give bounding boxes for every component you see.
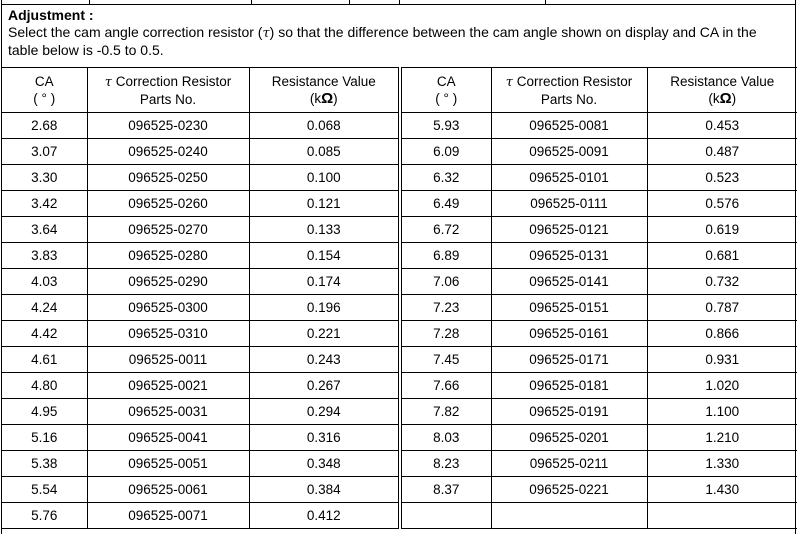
omega-symbol: Ω	[719, 90, 732, 107]
parts-no-cell: 096525-0280	[87, 243, 249, 269]
instruction-text-start: Select the cam angle correction resistor (	[8, 24, 263, 40]
resistance-cell: 0.267	[249, 373, 400, 399]
table-row	[2, 295, 797, 321]
resistance-cell: 0.348	[249, 451, 400, 477]
table-row	[2, 451, 797, 477]
document-page	[1, 0, 796, 534]
header-resistor-part	[87, 68, 249, 113]
table-row	[2, 503, 797, 529]
unit-close: )	[333, 91, 338, 106]
ca-cell: 5.54	[2, 477, 87, 503]
omega-symbol: Ω	[321, 90, 334, 107]
instruction-text-end: ) so that the difference between the cam angle shown on display and CA in the table below is -0.5 to 0.5.	[8, 24, 757, 58]
resistance-cell: 0.294	[249, 399, 400, 425]
adjustment-instructions	[8, 24, 789, 59]
resistance-cell: 0.453	[647, 113, 797, 139]
ca-cell: 8.03	[400, 425, 491, 451]
parts-no-cell: 096525-0121	[491, 217, 647, 243]
resistance-cell: 1.020	[647, 373, 797, 399]
ca-cell: 7.82	[400, 399, 491, 425]
parts-no-cell: 096525-0300	[87, 295, 249, 321]
resistance-cell: 0.523	[647, 165, 797, 191]
table-row	[2, 399, 797, 425]
resistance-cell: 0.681	[647, 243, 797, 269]
resistance-cell: 0.154	[249, 243, 400, 269]
parts-no-cell: 096525-0031	[87, 399, 249, 425]
resistance-cell: 0.732	[647, 269, 797, 295]
resistance-cell: 0.121	[249, 191, 400, 217]
header-resistance-unit	[250, 90, 399, 107]
parts-no-cell: 096525-0021	[87, 373, 249, 399]
header-resistor-line1	[492, 73, 647, 91]
ca-cell: 3.07	[2, 139, 87, 165]
resistance-cell: 0.931	[647, 347, 797, 373]
parts-no-cell: 096525-0051	[87, 451, 249, 477]
unit-close: )	[731, 91, 737, 106]
parts-no-cell: 096525-0151	[491, 295, 647, 321]
parts-no-cell: 096525-0091	[491, 139, 647, 165]
parts-no-cell: 096525-0011	[87, 347, 249, 373]
resistance-cell: 0.619	[647, 217, 797, 243]
header-resistance	[249, 68, 400, 113]
ca-cell	[400, 503, 491, 529]
resistance-cell: 0.412	[249, 503, 400, 529]
parts-no-cell: 096525-0161	[491, 321, 647, 347]
parts-no-cell: 096525-0310	[87, 321, 249, 347]
ca-cell: 6.72	[400, 217, 491, 243]
ca-cell: 7.06	[400, 269, 491, 295]
parts-no-cell: 096525-0250	[87, 165, 249, 191]
header-parts-no: Parts No.	[139, 91, 197, 107]
parts-no-cell: 096525-0260	[87, 191, 249, 217]
parts-no-cell: 096525-0201	[491, 425, 647, 451]
resistance-cell	[647, 503, 797, 529]
ca-cell: 7.28	[400, 321, 491, 347]
resistance-cell: 0.068	[249, 113, 400, 139]
parts-no-cell: 096525-0221	[491, 477, 647, 503]
parts-no-cell: 096525-0211	[491, 451, 647, 477]
table-row	[2, 373, 797, 399]
resistance-cell: 0.316	[249, 425, 400, 451]
ca-cell: 4.03	[2, 269, 87, 295]
table-body	[2, 113, 797, 529]
resistance-cell: 0.133	[249, 217, 400, 243]
ca-cell: 7.66	[400, 373, 491, 399]
adjustment-title: Adjustment :	[8, 7, 94, 23]
parts-no-cell: 096525-0270	[87, 217, 249, 243]
ca-cell: 3.83	[2, 243, 87, 269]
table-row	[2, 217, 797, 243]
ca-cell: 2.68	[2, 113, 87, 139]
table-row	[2, 113, 797, 139]
resistance-cell: 0.576	[647, 191, 797, 217]
ca-cell: 5.16	[2, 425, 87, 451]
ca-cell: 3.64	[2, 217, 87, 243]
header-ca	[400, 68, 491, 113]
resistance-cell: 1.210	[647, 425, 797, 451]
parts-no-cell: 096525-0240	[87, 139, 249, 165]
header-ca-label: CA	[436, 74, 456, 89]
tau-symbol: τ	[104, 74, 112, 90]
header-ca-label: CA	[34, 74, 54, 89]
resistance-cell: 0.196	[249, 295, 400, 321]
table-row	[2, 139, 797, 165]
parts-no-cell: 096525-0081	[491, 113, 647, 139]
resistance-cell: 0.384	[249, 477, 400, 503]
resistance-cell: 0.100	[249, 165, 400, 191]
table-row	[2, 347, 797, 373]
header-resistance-label: Resistance Value	[670, 74, 775, 89]
header-resistor-part	[491, 68, 647, 113]
header-resistor-label: Correction Resistor	[115, 73, 232, 89]
ca-cell: 5.38	[2, 451, 87, 477]
ca-cell: 3.30	[2, 165, 87, 191]
parts-no-cell: 096525-0101	[491, 165, 647, 191]
header-parts-no: Parts No.	[540, 91, 598, 107]
table-row	[2, 425, 797, 451]
resistance-cell: 0.866	[647, 321, 797, 347]
table-row	[2, 191, 797, 217]
resistance-cell: 0.787	[647, 295, 797, 321]
table-row	[2, 165, 797, 191]
tau-symbol: τ	[262, 26, 270, 41]
resistance-cell: 0.174	[249, 269, 400, 295]
header-resistor-label: Correction Resistor	[516, 73, 633, 89]
resistor-table	[2, 67, 797, 529]
table-row	[2, 243, 797, 269]
ca-cell: 4.24	[2, 295, 87, 321]
ca-cell: 7.23	[400, 295, 491, 321]
parts-no-cell: 096525-0191	[491, 399, 647, 425]
resistance-cell: 0.487	[647, 139, 797, 165]
ca-cell: 6.09	[400, 139, 491, 165]
ca-cell: 5.76	[2, 503, 87, 529]
ca-cell: 8.37	[400, 477, 491, 503]
parts-no-cell: 096525-0290	[87, 269, 249, 295]
parts-no-cell: 096525-0061	[87, 477, 249, 503]
header-resistance	[647, 68, 797, 113]
parts-no-cell: 096525-0181	[491, 373, 647, 399]
ca-cell: 5.93	[400, 113, 491, 139]
unit-open: (k	[708, 91, 720, 106]
resistance-cell: 1.430	[647, 477, 797, 503]
previous-table-edge	[2, 0, 795, 5]
parts-no-cell: 096525-0071	[87, 503, 249, 529]
resistance-cell: 0.085	[249, 139, 400, 165]
ca-cell: 6.32	[400, 165, 491, 191]
parts-no-cell: 096525-0131	[491, 243, 647, 269]
ca-cell: 4.80	[2, 373, 87, 399]
parts-no-cell: 096525-0141	[491, 269, 647, 295]
ca-cell: 4.95	[2, 399, 87, 425]
unit-open: (k	[309, 91, 322, 106]
table-row	[2, 321, 797, 347]
parts-no-cell: 096525-0041	[87, 425, 249, 451]
header-resistor-line1	[88, 73, 249, 91]
resistance-cell: 1.100	[647, 399, 797, 425]
parts-no-cell	[491, 503, 647, 529]
ca-cell: 6.89	[400, 243, 491, 269]
parts-no-cell: 096525-0171	[491, 347, 647, 373]
table-header-row	[2, 68, 797, 113]
table-row	[2, 477, 797, 503]
ca-cell: 4.42	[2, 321, 87, 347]
header-ca-unit: ( ° )	[435, 91, 458, 106]
header-resistance-label: Resistance Value	[271, 74, 376, 89]
table-row	[2, 269, 797, 295]
adjustment-section	[8, 7, 789, 59]
resistance-cell: 1.330	[647, 451, 797, 477]
ca-cell: 7.45	[400, 347, 491, 373]
ca-cell: 3.42	[2, 191, 87, 217]
header-ca-unit: ( ° )	[33, 91, 56, 106]
resistance-cell: 0.221	[249, 321, 400, 347]
parts-no-cell: 096525-0230	[87, 113, 249, 139]
header-ca	[2, 68, 87, 113]
resistance-cell: 0.243	[249, 347, 400, 373]
header-resistance-unit	[648, 90, 798, 107]
ca-cell: 8.23	[400, 451, 491, 477]
parts-no-cell: 096525-0111	[491, 191, 647, 217]
tau-symbol: τ	[505, 74, 513, 90]
ca-cell: 4.61	[2, 347, 87, 373]
ca-cell: 6.49	[400, 191, 491, 217]
